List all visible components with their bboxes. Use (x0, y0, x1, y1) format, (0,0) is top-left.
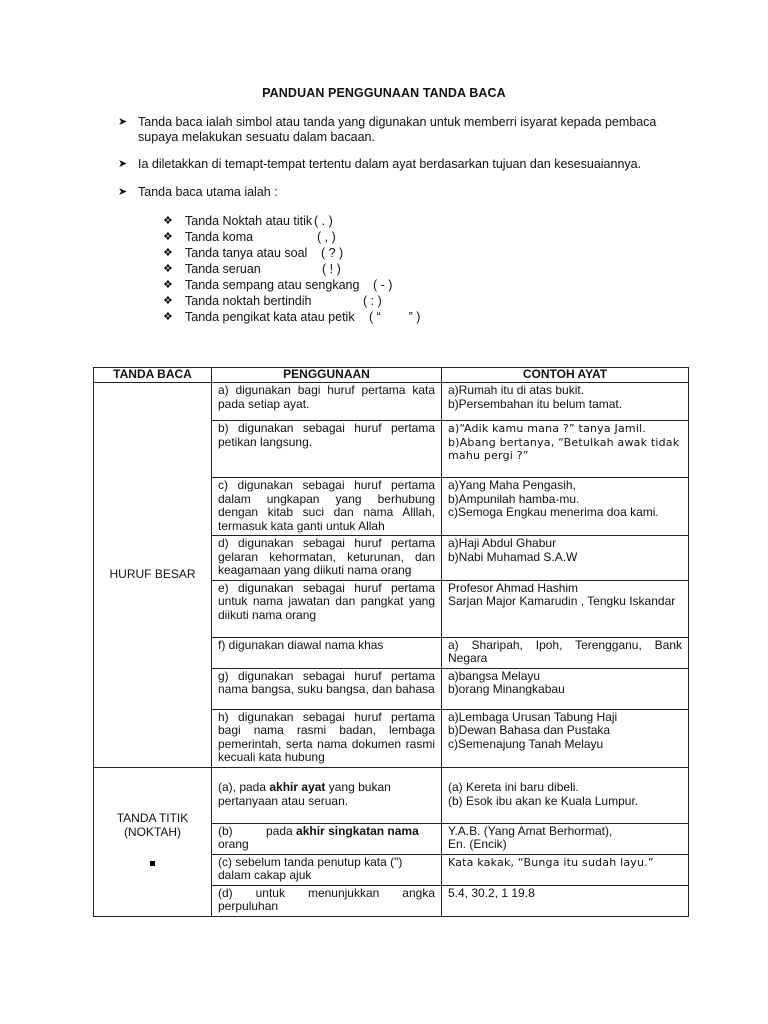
header-cell: CONTOH AYAT (442, 368, 689, 383)
diamond-bullet-icon: ❖ (163, 263, 173, 275)
list-item: ❖ Tanda pengikat kata atau petik ( “ ” ) (163, 310, 421, 324)
diamond-bullet-icon: ❖ (163, 231, 173, 243)
table-row: (c) sebelum tanda penutup kata (") dalam cakap ajuk Kata kakak, “Bunga itu sudah layu.” (94, 854, 689, 885)
intro-bullets (118, 115, 678, 212)
list-item: ❖ Tanda tanya atau soal ( ? ) (163, 246, 344, 260)
diamond-bullet-icon: ❖ (163, 295, 173, 307)
list-item: ❖ Tanda koma ( , ) (163, 230, 336, 244)
square-bullet-icon (150, 861, 155, 866)
diamond-bullet-icon: ❖ (163, 279, 173, 291)
list-item: ❖ Tanda sempang atau sengkang ( - ) (163, 278, 393, 292)
category-huruf-besar: HURUF BESAR (94, 383, 212, 768)
bullet-item: ➤ Tanda baca ialah simbol atau tanda yang digunakan untuk memberri isyarat kepada pembaca supaya melakukan sesuatu dalam bacaan. (118, 115, 657, 144)
table-row: (d) untuk menunjukkan angka perpuluhan 5.4, 30.2, 1 19.8 (94, 885, 689, 916)
table-row: HURUF BESAR a) digunakan bagi huruf pertama kata pada setiap ayat. a)Rumah itu di atas bukit. b)Persembahan itu belum tamat. (94, 383, 689, 421)
header-cell: TANDA BACA (94, 368, 212, 383)
table-row: (b) pada akhir singkatan nama orang Y.A.B. (Yang Amat Berhormat), En. (Encik) (94, 823, 689, 854)
table-row: d) digunakan sebagai huruf pertama gelaran kehormatan, keturunan, dan keagamaan yang diikuti nama orang a)Haji Abdul Ghabur b)Nabi Muhamad S.A.W (94, 536, 689, 581)
page-title: PANDUAN PENGGUNAAN TANDA BACA (262, 86, 506, 100)
list-item: ❖ Tanda Noktah atau titik ( . ) (163, 214, 333, 228)
list-item: ❖ Tanda seruan ( ! ) (163, 262, 341, 276)
category-tanda-titik: TANDA TITIK (NOKTAH) (94, 767, 212, 916)
table-row: g) digunakan sebagai huruf pertama nama bangsa, suku bangsa, dan bahasa a)bangsa Melayu b)orang Minangkabau (94, 668, 689, 709)
arrow-bullet-icon: ➤ (118, 116, 128, 128)
diamond-bullet-icon: ❖ (163, 311, 173, 323)
diamond-bullet-icon: ❖ (163, 247, 173, 259)
table-row: e) digunakan sebagai huruf pertama untuk nama jawatan dan pangkat yang diikuti nama orang Profesor Ahmad Hashim Sarjan Major Kamarudin , Tengku Iskandar (94, 580, 689, 637)
diamond-bullet-icon: ❖ (163, 215, 173, 227)
punctuation-table (93, 367, 689, 917)
header-cell: PENGGUNAAN (212, 368, 442, 383)
table-header-row (94, 368, 689, 383)
list-item: ❖ Tanda noktah bertindih ( : ) (163, 294, 382, 308)
bullet-item: ➤ Ia diletakkan di temapt-tempat tertentu dalam ayat berdasarkan tujuan dan kesesuaiannya. (118, 157, 642, 171)
table-row: b) digunakan sebagai huruf pertama petikan langsung. a)“Adik kamu mana ?” tanya Jamil. b)Abang bertanya, “Betulkah awak tidak mahu pergi ?” (94, 421, 689, 478)
table-row: h) digunakan sebagai huruf pertama bagi nama rasmi badan, lembaga pemerintah, serta nama dokumen rasmi kecuali kata hubung a)Lembaga Urusan Tabung Haji b)Dewan Bahasa dan Pustaka c)Semenajung Tanah Melayu (94, 709, 689, 767)
punctuation-list (163, 213, 421, 325)
table-row: c) digunakan sebagai huruf pertama dalam ungkapan yang berhubung dengan kitab suci dan nama Alllah, termasuk kata ganti untuk Allah a)Yang Maha Pengasih, b)Ampunilah hamba-mu. c)Semoga Engkau menerima doa kami. (94, 478, 689, 536)
table-row: TANDA TITIK (NOKTAH) (a), pada akhir ayat yang bukan pertanyaan atau seruan. (a) Kereta ini baru dibeli. (b) Esok ibu akan ke Kuala Lumpur. (94, 767, 689, 823)
arrow-bullet-icon: ➤ (118, 185, 128, 198)
table-row: f) digunakan diawal nama khas a) Sharipah, Ipoh, Terengganu, Bank Negara (94, 637, 689, 668)
arrow-bullet-icon: ➤ (118, 158, 128, 170)
bullet-item: ➤ Tanda baca utama ialah : (118, 184, 278, 199)
